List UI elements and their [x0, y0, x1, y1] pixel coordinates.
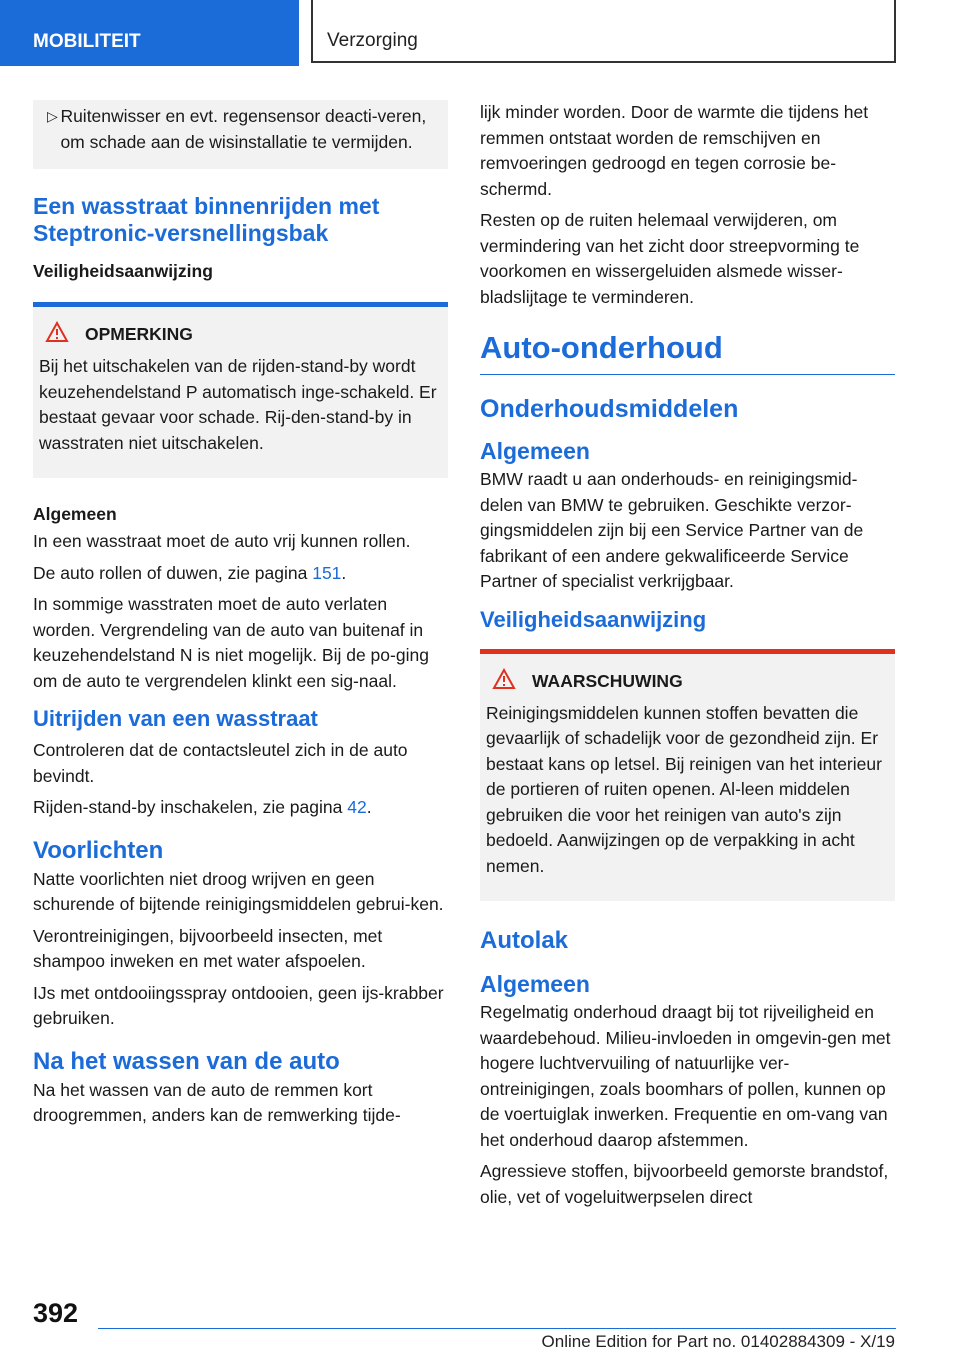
paragraph: Natte voorlichten niet droog wrijven en geen schurende of bijtende reinigingsmiddelen gebrui-ken. [33, 868, 444, 914]
paragraph: lijk minder worden. Door de warmte die tijdens het remmen ontstaat worden de remschijven en remvoeringen gedroogd en tegen corrosie be-schermd. [480, 102, 869, 199]
text: . [341, 562, 347, 583]
text: . [366, 797, 372, 817]
notice-title [39, 321, 440, 348]
heading-uitrijden: Uitrijden van een wasstraat [33, 706, 318, 731]
warning-title-text: WAARSCHUWING [532, 670, 683, 691]
heading-autolak: Autolak [480, 927, 569, 954]
bullet-text: Ruitenwisser en evt. regensensor deacti-veren, om schade aan de wisinstallatie te vermijden. [60, 106, 427, 152]
heading-algemeen: Algemeen [480, 438, 590, 464]
heading-na-het-wassen: Na het wassen van de auto [33, 1047, 340, 1075]
page-link[interactable]: 42 [347, 797, 367, 817]
safety-label: Veiligheidsaanwijzing [33, 261, 213, 281]
paragraph: Agressieve stoffen, bijvoorbeeld gemorste brandstof, olie, vet of vogeluitwerpselen direct [480, 1161, 889, 1207]
paragraph: Resten op de ruiten helemaal verwijderen, om vermindering van het zicht door streepvorming te voorkomen en wissergeluiden alsmede wisser-bladslijtage te verminderen. [480, 210, 860, 307]
notice-box [33, 302, 448, 478]
heading-onderhoudsmiddelen: Onderhoudsmiddelen [480, 395, 739, 423]
edition-text: Online Edition for Part no. 01402884309 - X/19 [541, 1332, 895, 1351]
page-header [0, 0, 960, 66]
notice-title-text: OPMERKING [85, 324, 193, 344]
warning-title [486, 668, 887, 695]
text: Rijden-stand-by inschakelen, zie pagina [33, 797, 348, 817]
paragraph: IJs met ontdooiingsspray ontdooien, geen ijs-krabber gebruiken. [33, 982, 444, 1028]
paragraph: Verontreinigingen, bijvoorbeeld insecten, met shampoo inweken en met water afspoelen. [33, 925, 383, 971]
page-link[interactable]: 151 [312, 562, 342, 583]
algemeen-label: Algemeen [33, 504, 117, 524]
heading-voorlichten: Voorlichten [33, 836, 164, 864]
notice-text: Bij het uitschakelen van de rijden-stand-by wordt keuzehendelstand P automatisch inge-schakeld. Er bestaat gevaar voor schade. Rij-den-stand-by in wasstraten niet uitschakelen. [39, 356, 437, 453]
paragraph: Regelmatig onderhoud draagt bij tot rijveiligheid en waardebehoud. Milieu-invloeden in omgevin-gen met hogere luchtvervuiling of natuurlijke ver-ontreinigingen, zoals boomhars of pollen, kunnen op de voertuiglak inwerken. Frequentie en om-vang van het onderhoud daarop afstemmen. [480, 1002, 891, 1150]
heading-auto-onderhoud: Auto-onderhoud [480, 330, 895, 375]
triangle-bullet-icon: ▷ [47, 108, 58, 124]
text: De auto rollen of duwen, zie pagina [33, 562, 313, 583]
page-number: 392 [33, 1298, 79, 1328]
chapter-title: Verzorging [311, 0, 896, 63]
warning-triangle-icon [492, 668, 532, 695]
paragraph-with-link [33, 561, 448, 587]
paragraph-with-link [33, 795, 448, 821]
paragraph: BMW raadt u aan onderhouds- en reinigingsmid-delen van BMW te gebruiken. Geschikte verzor-gingsmiddelen zijn bij een Service Partner van de fabrikant of een andere gekwalificeerde Service Partner of specialist verkrijgbaar. [480, 469, 864, 591]
heading-veiligheid: Veiligheidsaanwijzing [480, 606, 707, 632]
paragraph: Na het wassen van de auto de remmen kort droogremmen, anders kan de remwerking tijde- [33, 1079, 401, 1125]
right-column [480, 100, 895, 1216]
heading-wasstraat: Een wasstraat binnenrijden met Steptronic-versnellingsbak [33, 193, 380, 246]
bullet-item [47, 104, 434, 155]
section-tab: MOBILITEIT [0, 0, 299, 66]
bullet-box [33, 100, 448, 169]
paragraph: Controleren dat de contactsleutel zich in de auto bevindt. [33, 740, 408, 786]
warning-triangle-icon [45, 321, 85, 348]
warning-box [480, 649, 895, 902]
paragraph: In een wasstraat moet de auto vrij kunnen rollen. [33, 531, 411, 551]
warning-text: Reinigingsmiddelen kunnen stoffen bevatten die gevaarlijk of schadelijk voor de gezondheid zijn. Er bestaat kans op letsel. Bij reinigen van het interieur de portieren of ruiten openen. Al-leen middelen gebruiken die voor het reinigen van auto's zijn bedoeld. Aanwijzingen op de verpakking in acht nemen. [486, 702, 882, 876]
footer-divider [98, 1328, 896, 1329]
paragraph: In sommige wasstraten moet de auto verlaten worden. Vergrendeling van de auto van buitenaf in keuzehendelstand N is niet mogelijk. Bij de po-ging om de auto te vergrendelen klinkt een sig-naal. [33, 594, 429, 691]
heading-algemeen: Algemeen [480, 971, 590, 997]
left-column [33, 100, 448, 1135]
